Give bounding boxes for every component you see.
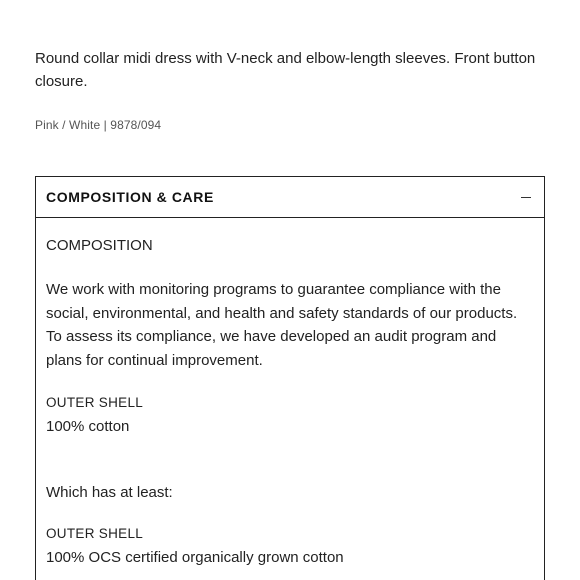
composition-care-header[interactable]	[36, 177, 544, 218]
product-description: Round collar midi dress with V-neck and elbow-length sleeves. Front button closure.	[35, 50, 536, 90]
outer-shell-label: OUTER SHELL	[46, 395, 144, 410]
color-reference: Pink / White | 9878/094	[35, 118, 162, 132]
which-has-at-least-text: Which has at least:	[46, 484, 173, 501]
compliance-paragraph: We work with monitoring programs to guarantee compliance with the social, environmental, and health and safety standards of our products. To assess its compliance, we have developed an audit program and plans for continual improvement.	[46, 281, 518, 369]
composition-heading: COMPOSITION	[46, 237, 153, 254]
outer-shell-certified-label: OUTER SHELL	[46, 526, 144, 541]
composition-care-panel	[35, 176, 545, 580]
panel-title: COMPOSITION & CARE	[46, 189, 214, 205]
outer-shell-value: 100% cotton	[46, 418, 130, 435]
minus-icon[interactable]	[520, 191, 532, 203]
outer-shell-certified-value: 100% OCS certified organically grown cotton	[46, 549, 344, 566]
